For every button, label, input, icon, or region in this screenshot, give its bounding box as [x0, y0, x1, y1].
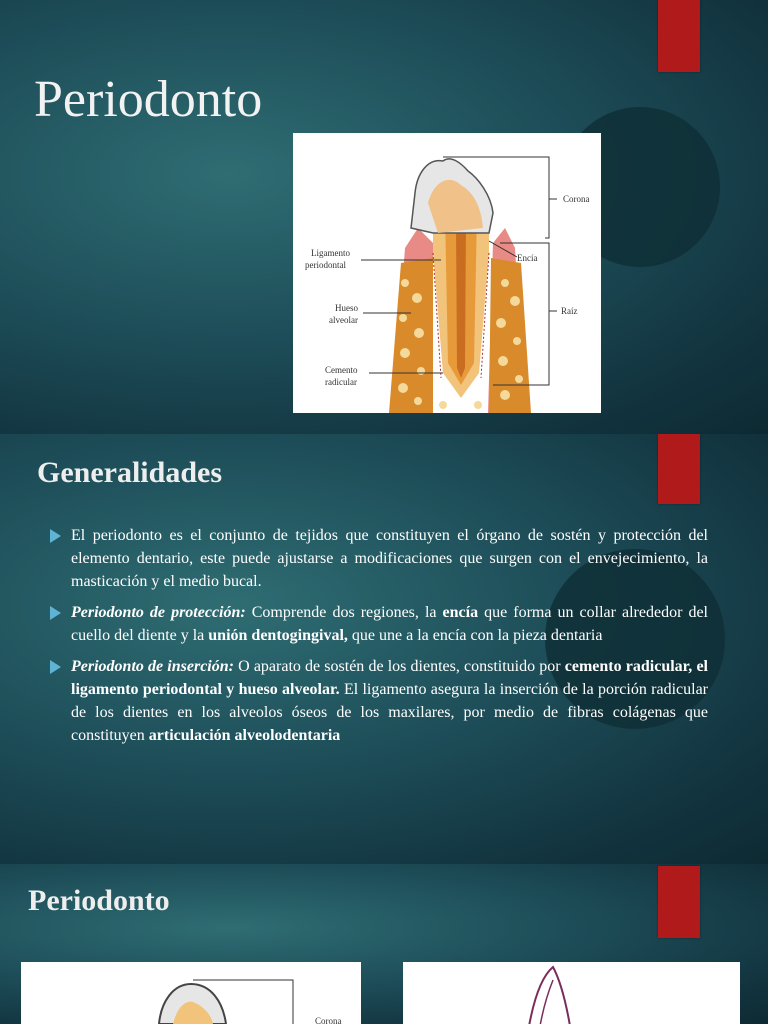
- bullet-bold-term: encía: [442, 604, 479, 621]
- tooth-anatomy-illustration: [293, 133, 601, 413]
- bullet-item: [48, 601, 708, 647]
- bullet-list: [48, 524, 708, 755]
- slide-title: Periodonto: [28, 884, 170, 917]
- red-accent-bar: [658, 0, 700, 72]
- bullet-term: Periodonto de inserción:: [71, 658, 234, 675]
- bullet-bold-term: cemento radicular, el ligamento periodontal y hueso alveolar.: [71, 658, 708, 698]
- bullet-bold-term: articulación alveolodentaria: [148, 727, 341, 744]
- red-accent-bar: [658, 434, 700, 504]
- tooth-section-image-right: [403, 962, 740, 1024]
- label-hueso-1: Hueso: [335, 303, 358, 313]
- bullet-item: [48, 655, 708, 747]
- bullet-item: [48, 524, 708, 593]
- label-corona: Corona: [315, 1016, 342, 1024]
- bullet-arrow-icon: [50, 660, 61, 674]
- label-cemento-2: radicular: [325, 377, 357, 387]
- label-ligamento-2: periodontal: [305, 260, 346, 270]
- bullet-bold-term: unión dentogingival,: [208, 627, 348, 644]
- tooth-section-illustration: [403, 962, 740, 1024]
- label-ligamento-1: Ligamento: [311, 248, 350, 258]
- tooth-diagram-image-left: [21, 962, 361, 1024]
- bullet-arrow-icon: [50, 529, 61, 543]
- bullet-text: El ligamento asegura la inserción de la porción radicular de los dientes en los alveolos óseos de los maxilares, por medio de fibras colágenas que constituyen: [71, 681, 708, 744]
- red-accent-bar: [658, 866, 700, 938]
- bullet-text: que une a la encía con la pieza dentaria: [347, 627, 603, 644]
- label-encia: Encía: [517, 253, 538, 263]
- label-raiz: Raíz: [561, 306, 578, 316]
- bullet-text: Comprende dos regiones, la: [245, 604, 443, 621]
- bullet-text: que forma un collar alrededor del cuello del diente y la: [71, 604, 709, 644]
- bullet-text: El periodonto es el conjunto de tejidos que constituyen el órgano de sostén y protección del elemento dentario, este puede ajustarse a modificaciones que surgen con el envejecimiento, la masticación y el medio bucal.: [71, 527, 708, 590]
- bullet-text: O aparato de sostén de los dientes, constituido por: [233, 658, 565, 675]
- tooth-crown-illustration: [21, 962, 361, 1024]
- slide-periodonto-diagram: [0, 0, 768, 434]
- slide-periodonto-images: [0, 864, 768, 1024]
- bullet-arrow-icon: [50, 606, 61, 620]
- slide-title: Periodonto: [34, 71, 263, 128]
- label-cemento-1: Cemento: [325, 365, 358, 375]
- bullet-term: Periodonto de protección:: [71, 604, 246, 621]
- label-corona: Corona: [563, 194, 590, 204]
- tooth-diagram-image: [293, 133, 601, 413]
- slide-generalidades: [0, 434, 768, 864]
- label-hueso-2: alveolar: [329, 315, 358, 325]
- slide-title: Generalidades: [37, 456, 222, 489]
